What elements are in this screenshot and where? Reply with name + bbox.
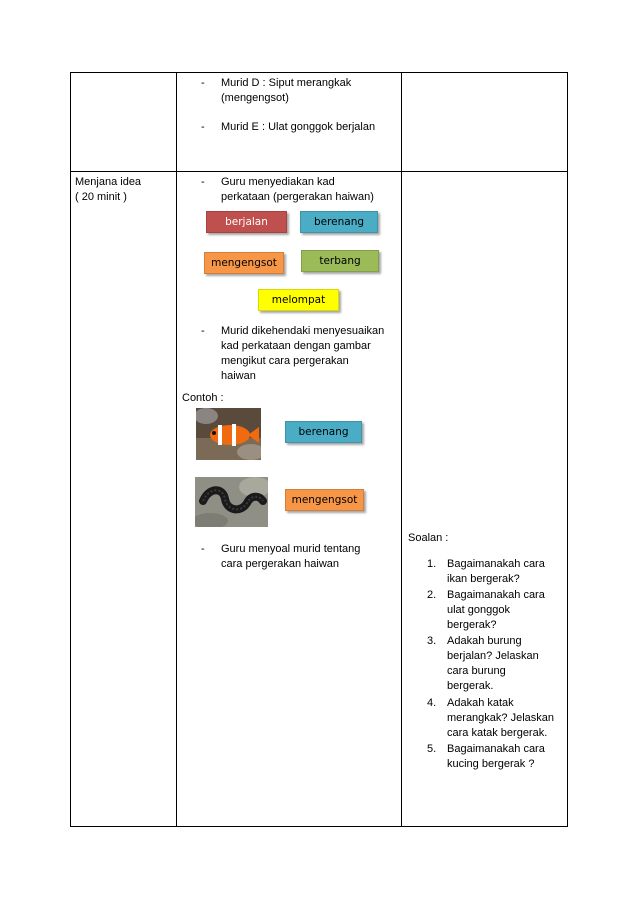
question-text: Bagaimanakah cara	[447, 589, 545, 601]
question-number: 3.	[427, 635, 437, 647]
list-dash: -	[201, 121, 205, 133]
question-text: ikan bergerak?	[447, 573, 520, 585]
column-divider-1	[176, 72, 177, 827]
question-number: 4.	[427, 697, 437, 709]
list-item-text: Guru menyoal murid tentang	[221, 543, 361, 555]
question-text: Adakah katak	[447, 697, 514, 709]
table-right-border	[567, 72, 568, 827]
question-text: cara katak bergerak.	[447, 727, 548, 739]
questions-title: Soalan :	[408, 532, 449, 544]
list-item-text: perkataan (pergerakan haiwan)	[221, 191, 374, 203]
list-item-text: mengikut cara pergerakan	[221, 355, 349, 367]
question-number: 2.	[427, 589, 437, 601]
list-item-text: (mengengsot)	[221, 92, 289, 104]
table-top-border	[70, 72, 568, 73]
question-number: 5.	[427, 743, 437, 755]
activity-duration: ( 20 minit )	[75, 191, 127, 203]
question-number: 1.	[427, 558, 437, 570]
question-text: bergerak.	[447, 680, 494, 692]
question-text: Bagaimanakah cara	[447, 743, 545, 755]
list-item-text: Murid dikehendaki menyesuaikan	[221, 325, 385, 337]
word-card-berenang: berenang	[300, 211, 378, 233]
table-bottom-border	[70, 826, 568, 827]
example-card-berenang: berenang	[285, 421, 362, 443]
list-item-text: cara pergerakan haiwan	[221, 558, 340, 570]
example-label: Contoh :	[182, 392, 224, 404]
question-text: bergerak?	[447, 619, 497, 631]
word-card-terbang: terbang	[301, 250, 379, 272]
list-dash: -	[201, 77, 205, 89]
question-text: berjalan? Jelaskan	[447, 650, 539, 662]
table-left-border	[70, 72, 71, 827]
question-text: kucing bergerak ?	[447, 758, 535, 770]
list-item-text: kad perkataan dengan gambar	[221, 340, 371, 352]
activity-title: Menjana idea	[75, 176, 142, 188]
question-text: ulat gonggok	[447, 604, 510, 616]
question-text: Adakah burung	[447, 635, 522, 647]
list-item-text: Guru menyediakan kad	[221, 176, 335, 188]
example-card-mengengsot: mengengsot	[285, 489, 364, 511]
list-dash: -	[201, 176, 205, 188]
list-dash: -	[201, 325, 205, 337]
list-item-text: Murid D : Siput merangkak	[221, 77, 352, 89]
question-text: merangkak? Jelaskan	[447, 712, 555, 724]
question-text: Bagaimanakah cara	[447, 558, 545, 570]
list-item-text: haiwan	[221, 370, 256, 382]
clownfish-photo	[196, 408, 261, 460]
word-card-mengengsot: mengengsot	[204, 252, 284, 274]
millipede-photo	[195, 477, 268, 527]
list-dash: -	[201, 543, 205, 555]
question-text: cara burung	[447, 665, 506, 677]
word-card-berjalan: berjalan	[206, 211, 287, 233]
row-divider	[70, 171, 568, 172]
list-item-text: Murid E : Ulat gonggok berjalan	[221, 121, 376, 133]
word-card-melompat: melompat	[258, 289, 339, 311]
column-divider-2	[401, 72, 402, 827]
